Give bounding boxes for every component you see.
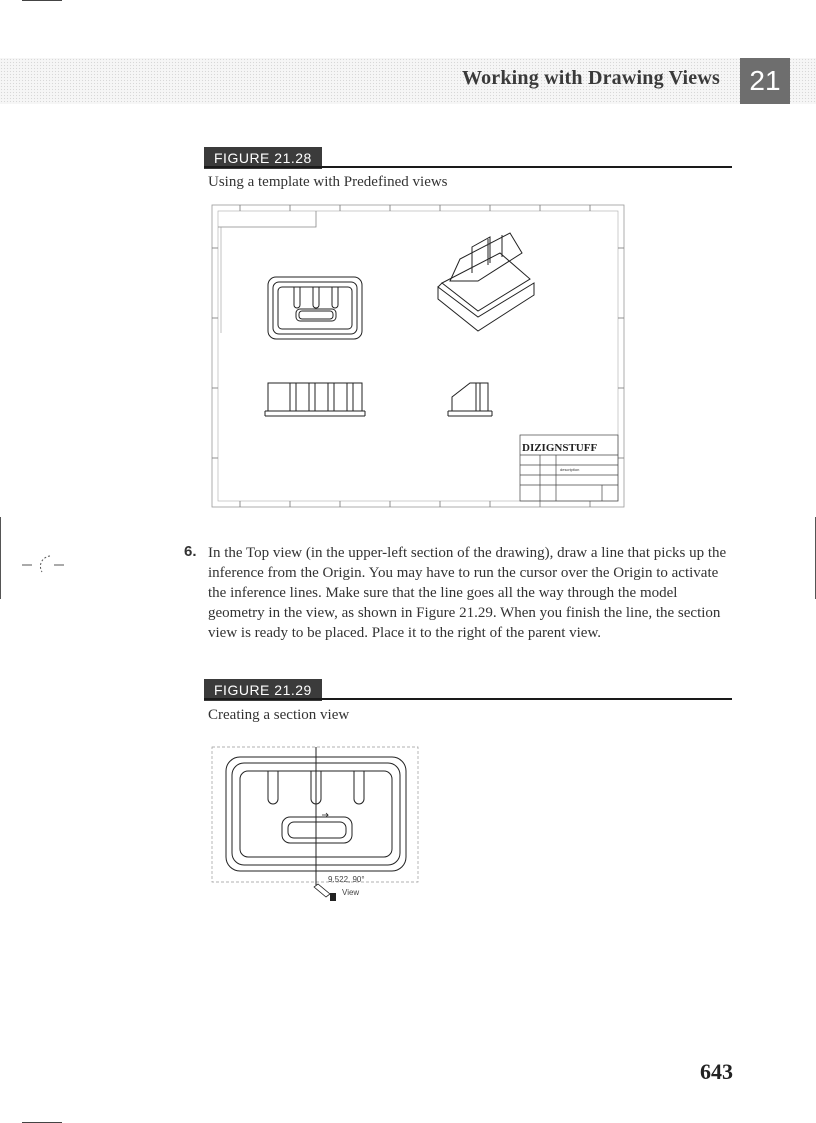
title-block-description: description (560, 467, 580, 472)
section-view-figure (210, 745, 424, 905)
figure-caption: Creating a section view (208, 707, 350, 723)
pencil-cursor-icon (314, 884, 336, 901)
margin-bar-left (0, 517, 1, 599)
figure-label: FIGURE 21.28 (204, 147, 322, 169)
drawing-sheet-figure (210, 203, 626, 509)
chapter-number-badge: 21 (740, 58, 790, 104)
step-text: In the Top view (in the upper-left section of the drawing), draw a line that picks up the inference from the Origin. You may have to run the cursor over the Origin to activate the inference lines. Make sure that the line goes all the way through the model geometry in the view, as shown in Figure 21.29. When you finish the line, the section view is ready to be placed. Place it to the right of the parent view. (208, 545, 727, 641)
figure-rule (204, 166, 732, 168)
title-block-logo: DIZIGNSTUFF (522, 442, 598, 454)
crop-mark-top (22, 0, 62, 1)
note-cursor-icon (20, 553, 66, 577)
figure-caption: Using a template with Predefined views (208, 174, 448, 190)
chapter-title: Working with Drawing Views (461, 67, 720, 89)
page-number: 643 (700, 1059, 733, 1084)
figure-rule (204, 698, 732, 700)
step-number: 6. (184, 543, 197, 560)
figure-label: FIGURE 21.29 (204, 679, 322, 701)
cursor-view-label: View (342, 888, 360, 897)
dimension-readout: 9.522, 90° (328, 875, 365, 884)
